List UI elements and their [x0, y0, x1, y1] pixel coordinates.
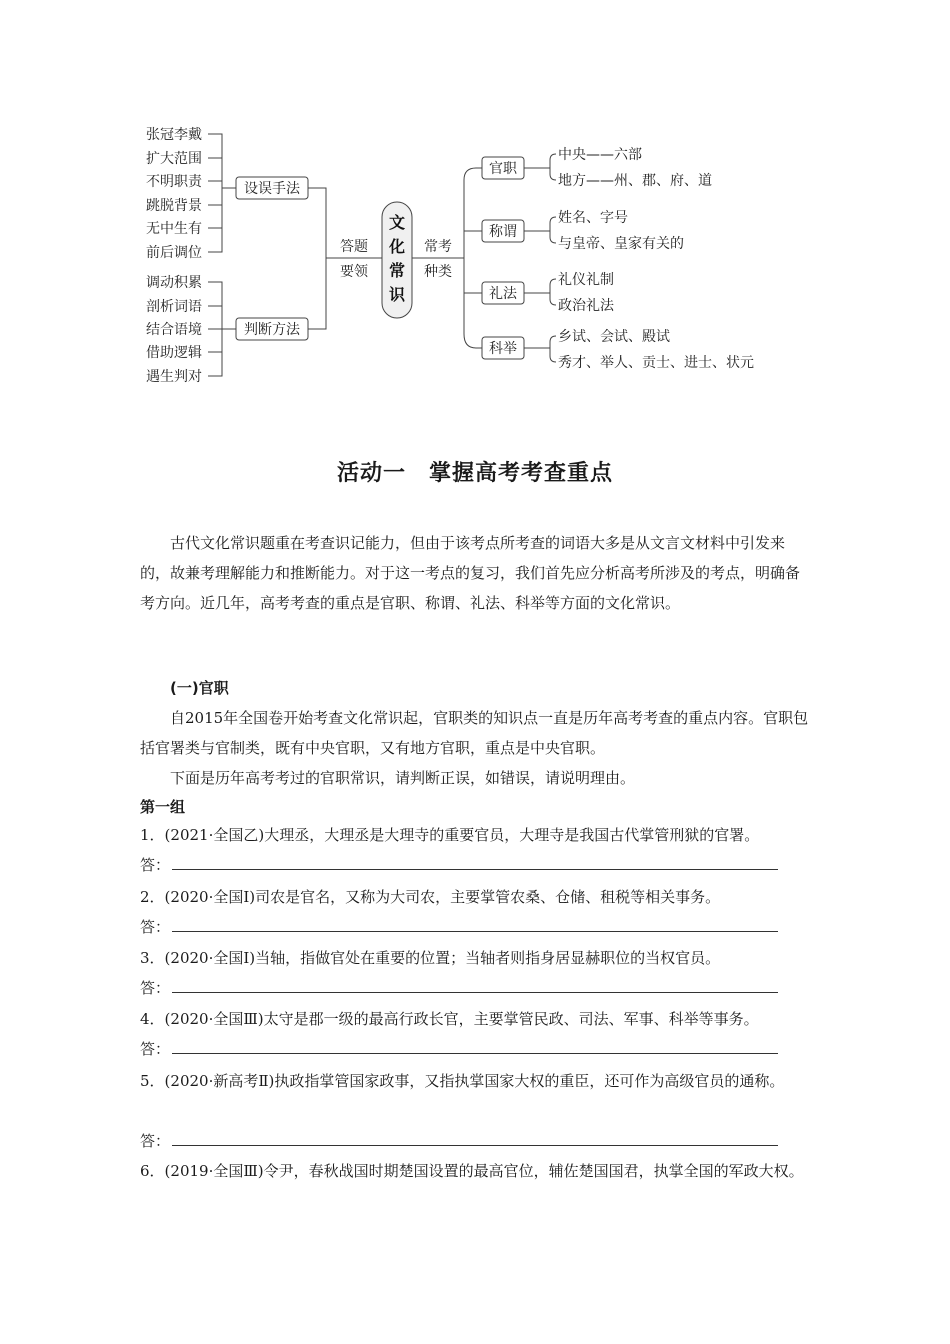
section-title: 活动一 掌握高考考查重点	[336, 461, 613, 486]
answer-row	[140, 912, 778, 942]
question-4: 4．(2020·全国Ⅲ)太守是郡一级的最高行政长官，主要掌管民政、司法、军事、科举等事务。	[140, 1010, 759, 1028]
right-item: 政治礼法	[558, 298, 614, 314]
answer-prefix: 答：	[140, 856, 171, 874]
answer-field[interactable]	[172, 1127, 778, 1146]
answer-row	[140, 850, 778, 880]
left-item: 无中生有	[146, 221, 202, 237]
connector-label: 要领	[340, 264, 368, 280]
right-box-label: 官职	[489, 161, 517, 177]
left-item: 张冠李戴	[146, 127, 202, 143]
answer-prefix: 答：	[140, 1132, 171, 1150]
question-6: 6．(2019·全国Ⅲ)令尹，春秋战国时期楚国设置的最高官位，辅佐楚国国君，执掌全国的军政大权。	[140, 1162, 804, 1180]
right-box-label: 称谓	[489, 224, 517, 240]
left-item: 结合语境	[146, 322, 202, 338]
answer-field[interactable]	[172, 974, 778, 993]
left-item: 调动积累	[146, 275, 202, 291]
right-item: 礼仪礼制	[558, 272, 614, 288]
subsection-paragraph: 自2015年全国卷开始考查文化常识起，官职类的知识点一直是历年高考考查的重点内容。官职包括官署类与官制类，既有中央官职，又有地方官职，重点是中央官职。	[140, 709, 809, 757]
left-box-label: 设误手法	[244, 181, 300, 197]
question-2: 2．(2020·全国Ⅰ)司农是官名，又称为大司农，主要掌管农桑、仓储、租税等相关事务。	[140, 888, 721, 906]
left-item: 前后调位	[146, 245, 202, 261]
right-item: 与皇帝、皇家有关的	[558, 236, 684, 252]
left-item: 遇生判对	[146, 369, 202, 385]
answer-row	[140, 1126, 778, 1156]
subsection-heading: (一)官职	[170, 679, 229, 697]
answer-prefix: 答：	[140, 979, 171, 997]
left-box-label: 判断方法	[244, 322, 300, 338]
right-item: 秀才、举人、贡士、进士、状元	[558, 355, 754, 371]
question-5: 5．(2020·新高考Ⅱ)执政指掌管国家政事，又指执掌国家大权的重臣，还可作为高级官员的通称。	[140, 1072, 785, 1090]
answer-field[interactable]	[172, 913, 778, 932]
group-label: 第一组	[140, 798, 186, 816]
center-char: 识	[388, 285, 406, 304]
right-item: 地方——州、郡、府、道	[558, 173, 712, 189]
left-item: 借助逻辑	[146, 345, 202, 361]
intro-paragraph: 古代文化常识题重在考查识记能力，但由于该考点所考查的词语大多是从文言文材料中引发来的，故兼考理解能力和推断能力。对于这一考点的复习，我们首先应分析高考所涉及的考点，明确备考方向。近几年，高考考查的重点是官职、称谓、礼法、科举等方面的文化常识。	[140, 534, 801, 612]
connector-label: 种类	[424, 264, 452, 280]
right-box-label: 礼法	[489, 286, 517, 302]
left-item: 不明职责	[146, 174, 202, 190]
right-box-label: 科举	[489, 341, 517, 357]
instruction-text: 下面是历年高考考过的官职常识，请判断正误，如错误，请说明理由。	[170, 769, 636, 787]
question-1: 1．(2021·全国乙)大理丞，大理丞是大理寺的重要官员，大理寺是我国古代掌管刑狱的官署。	[140, 826, 760, 844]
answer-field[interactable]	[172, 1035, 778, 1054]
left-item: 剖析词语	[146, 299, 202, 315]
center-char: 文	[388, 213, 406, 232]
question-3: 3．(2020·全国Ⅰ)当轴，指做官处在重要的位置；当轴者则指身居显赫职位的当权官员。	[140, 949, 721, 967]
right-item: 姓名、字号	[558, 210, 628, 226]
center-char: 化	[388, 237, 406, 256]
left-item: 跳脱背景	[146, 198, 202, 214]
connector-label: 答题	[340, 239, 368, 255]
answer-field[interactable]	[172, 851, 778, 870]
answer-prefix: 答：	[140, 918, 171, 936]
answer-prefix: 答：	[140, 1040, 171, 1058]
right-item: 乡试、会试、殿试	[558, 329, 670, 345]
connector-label: 常考	[424, 239, 452, 255]
left-item: 扩大范围	[146, 151, 202, 167]
mind-map	[130, 118, 770, 398]
answer-row	[140, 1034, 778, 1064]
right-item: 中央——六部	[558, 147, 642, 163]
mind-map-diagram	[130, 118, 770, 398]
answer-row	[140, 973, 778, 1003]
center-char: 常	[388, 261, 406, 280]
